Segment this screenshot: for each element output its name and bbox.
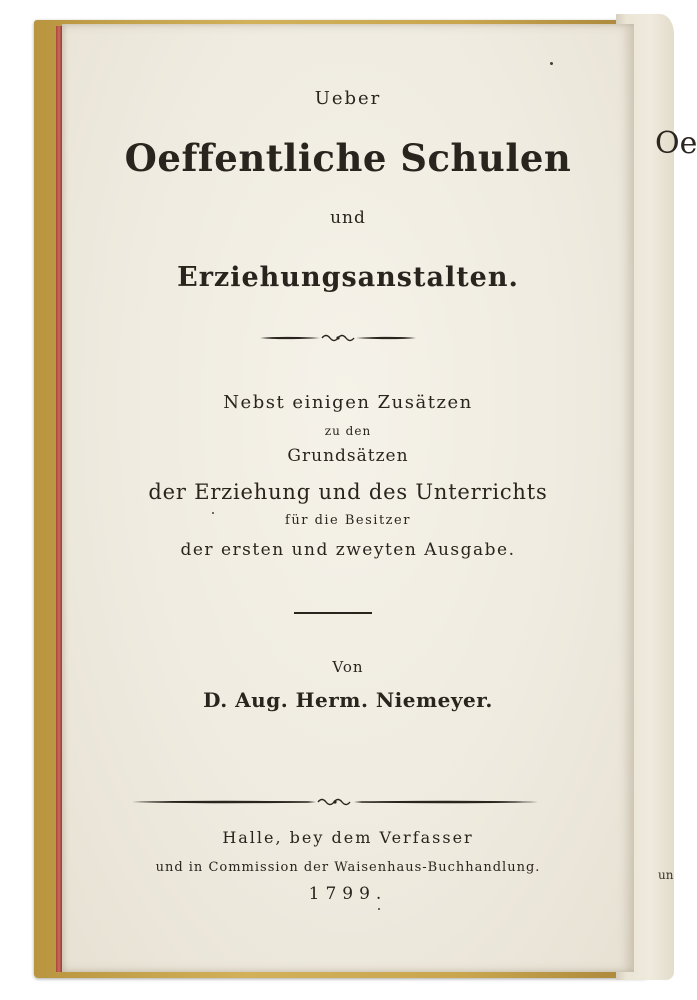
description-line-5: für die Besitzer bbox=[285, 513, 411, 528]
by-label: Von bbox=[332, 658, 364, 676]
description-line-4: der Erziehung und des Unterrichts bbox=[148, 480, 548, 504]
description-line-1: Nebst einigen Zusätzen bbox=[223, 392, 473, 413]
paper-speck bbox=[212, 512, 214, 514]
description-line-6: der ersten und zweyten Ausgabe. bbox=[180, 540, 516, 560]
ornament-rule-bottom bbox=[132, 796, 538, 808]
paper-speck bbox=[550, 62, 553, 65]
pre-title: Ueber bbox=[314, 88, 382, 109]
sub-title: Erziehungsanstalten. bbox=[177, 262, 519, 293]
next-page-fragment: Oe bbox=[655, 126, 697, 161]
description-line-3: Grundsätzen bbox=[287, 446, 409, 466]
imprint-line-1: Halle, bey dem Verfasser bbox=[222, 828, 474, 847]
publication-year: 1799. bbox=[308, 884, 388, 904]
plain-rule bbox=[294, 610, 372, 616]
description-line-2: zu den bbox=[324, 424, 372, 438]
main-title: Oeffentliche Schulen bbox=[124, 136, 572, 180]
paper-speck bbox=[378, 908, 380, 910]
author-name: D. Aug. Herm. Niemeyer. bbox=[203, 688, 493, 712]
conjunction: und bbox=[330, 208, 366, 228]
ornament-rule-top bbox=[260, 332, 416, 344]
next-page-small-fragment: un bbox=[658, 868, 674, 882]
title-page bbox=[62, 24, 634, 972]
imprint-line-2: und in Commission der Waisenhaus-Buchhandlung. bbox=[155, 860, 541, 875]
